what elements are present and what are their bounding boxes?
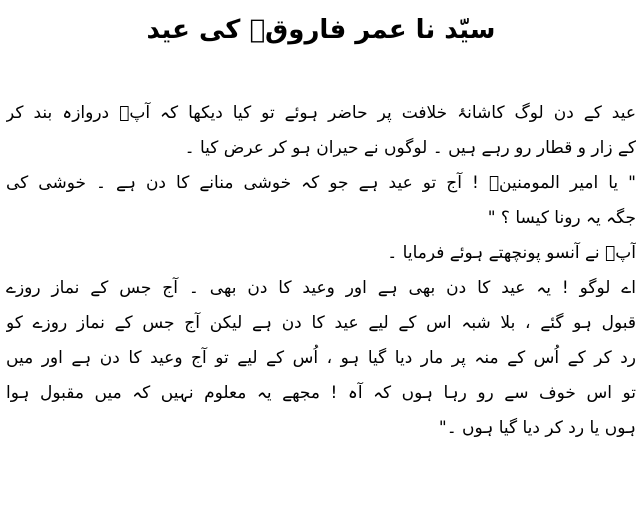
text-line: جگہ یہ رونا کیسا ؟ " (487, 208, 636, 228)
document-body (6, 96, 636, 446)
text-line: اے لوگو ! یہ عید کا دن بھی ہے اور وعید کا دن بھی ۔ آج جس کے نماز روزے (6, 278, 636, 298)
text-line: عید کے دن لوگ کاشانۂ خلافت پر حاضر ہوئے تو کیا دیکھا کہ آپؓ دروازہ بند کر (6, 103, 636, 123)
text-line: " یا امیر المومنینؓ ! آج تو عید ہے جو کہ خوشی منانے کا دن ہے ۔ خوشی کی (6, 173, 636, 193)
document-title: سیّد نا عمر فاروقؓ کی عید (146, 15, 496, 45)
text-line: قبول ہو گئے ، بلا شبہ اس کے لیے عید کا دن ہے لیکن آج جس کے نماز روزے کو (6, 313, 636, 333)
text-line: ہوں یا رد کر دیا گیا ہوں ۔" (438, 418, 636, 438)
text-line: رد کر کے اُس کے منہ پر مار دیا گیا ہو ، اُس کے لیے تو آج وعید کا دن ہے اور میں (6, 348, 636, 368)
text-line: آپؓ نے آنسو پونچھتے ہوئے فرمایا ۔ (387, 243, 636, 263)
text-line: تو اس خوف سے رو رہا ہوں کہ آہ ! مجھے یہ معلوم نہیں کہ میں مقبول ہوا (6, 383, 636, 403)
text-line: کے زار و قطار رو رہے ہیں ۔ لوگوں نے حیران ہو کر عرض کیا ۔ (184, 138, 636, 158)
